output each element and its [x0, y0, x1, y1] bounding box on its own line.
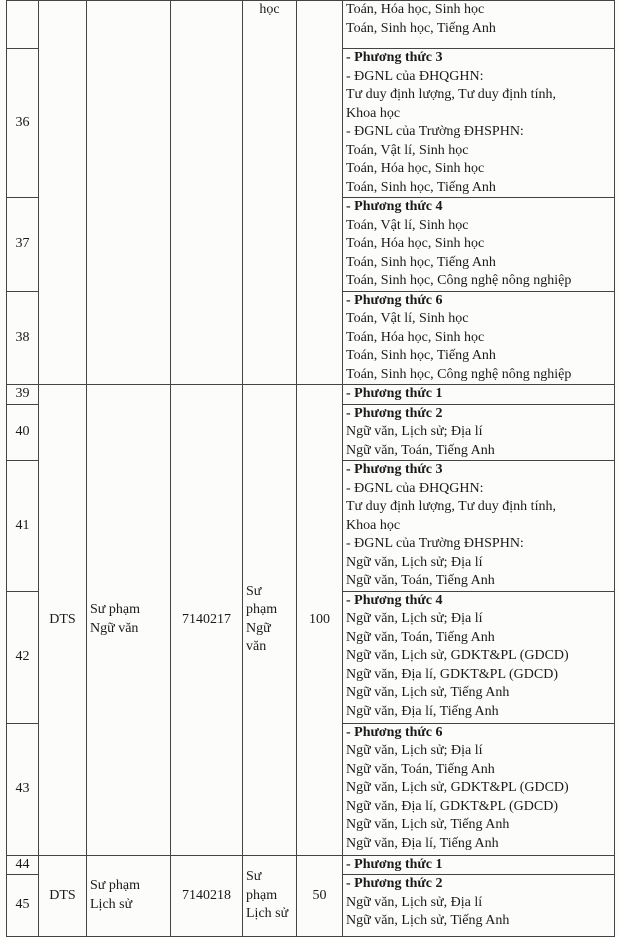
row-number: 44 [7, 855, 39, 875]
quota-cell [297, 1, 343, 385]
method-line: Khoa học [346, 105, 401, 121]
major-code-cell [171, 1, 243, 385]
method-line: Toán, Sinh học, Công nghệ nông nghiệp [346, 273, 572, 288]
program-name: Sư phạm Lịch sử [243, 855, 297, 937]
admission-method-cell [343, 1, 615, 49]
row-number: 37 [7, 198, 39, 292]
method-line: Toán, Hóa học, Sinh học [346, 329, 485, 345]
method-line: Ngữ văn, Lịch sử, Tiếng Anh [346, 817, 510, 832]
admission-table [6, 0, 615, 937]
method-line: Toán, Vật lí, Sinh học [346, 217, 469, 233]
method-line: Ngữ văn, Toán, Tiếng Anh [346, 442, 495, 458]
method-line: Ngữ văn, Địa lí, Tiếng Anh [346, 703, 499, 719]
program-name: Sư phạm Ngữ văn [243, 385, 297, 856]
major-code: 7140218 [171, 855, 243, 937]
admission-method-cell [343, 875, 615, 937]
method-line: Ngữ văn, Địa lí, GDKT&PL (GDCD) [346, 666, 558, 682]
school-code-cell [39, 1, 87, 385]
method-line: - ĐGNL của Trường ĐHSPHN: [346, 536, 524, 551]
method-line: Ngữ văn, Lịch sử; Địa lí [346, 554, 483, 570]
method-line: Ngữ văn, Lịch sử; Địa lí [346, 743, 483, 758]
row-number: 41 [7, 461, 39, 592]
row-number: 40 [7, 404, 39, 461]
method-line: Toán, Sinh học, Tiếng Anh [346, 348, 496, 363]
method-line: Ngữ văn, Toán, Tiếng Anh [346, 573, 495, 588]
method-line: Ngữ văn, Lịch sử, Tiếng Anh [346, 685, 510, 700]
method-line: - Phương thức 2 [346, 876, 443, 891]
quota: 100 [297, 385, 343, 856]
method-line: Ngữ văn, Lịch sử, Địa lí [346, 894, 483, 910]
method-line: - ĐGNL của ĐHQGHN: [346, 68, 484, 84]
method-line: Ngữ văn, Lịch sử; Địa lí [346, 424, 483, 439]
method-line: - ĐGNL của ĐHQGHN: [346, 480, 484, 496]
row-number: 42 [7, 591, 39, 723]
method-line: Tư duy định lượng, Tư duy định tính, [346, 499, 556, 514]
major-name: Sư phạm Ngữ văn [87, 385, 171, 856]
method-line: Ngữ văn, Toán, Tiếng Anh [346, 629, 495, 645]
table-row [7, 855, 615, 875]
table-row [7, 1, 615, 49]
row-number: 45 [7, 875, 39, 937]
major-code: 7140217 [171, 385, 243, 856]
major-name-cell [87, 1, 171, 385]
method-line: Toán, Hóa học, Sinh học [346, 2, 485, 17]
method-line: Toán, Vật lí, Sinh học [346, 142, 469, 158]
row-number: 39 [7, 385, 39, 405]
row-number: 38 [7, 291, 39, 385]
method-line: - Phương thức 3 [346, 462, 443, 477]
method-line: Ngữ văn, Lịch sử; Địa lí [346, 611, 483, 626]
row-number: 43 [7, 723, 39, 855]
admission-method-cell [343, 198, 615, 292]
school-code: DTS [39, 855, 87, 937]
method-line: Toán, Hóa học, Sinh học [346, 236, 485, 251]
method-line: - ĐGNL của Trường ĐHSPHN: [346, 124, 524, 139]
admission-method-cell [343, 291, 615, 385]
method-line: - Phương thức 3 [346, 50, 443, 65]
admission-method-cell [343, 723, 615, 855]
method-line: Toán, Sinh học, Tiếng Anh [346, 179, 496, 195]
admission-method-cell [343, 385, 615, 405]
method-line: Toán, Sinh học, Tiếng Anh [346, 254, 496, 270]
admission-method-cell [343, 49, 615, 198]
method-line: Ngữ văn, Lịch sử, GDKT&PL (GDCD) [346, 648, 569, 663]
method-line: - Phương thức 1 [346, 856, 443, 872]
row-number: 36 [7, 49, 39, 198]
method-line: Ngữ văn, Toán, Tiếng Anh [346, 761, 495, 777]
quota: 50 [297, 855, 343, 937]
method-line: Tư duy định lượng, Tư duy định tính, [346, 87, 556, 102]
method-line: Toán, Hóa học, Sinh học [346, 161, 485, 176]
subject-group-name: học [243, 1, 297, 385]
admission-method-cell [343, 591, 615, 723]
method-line: Ngữ văn, Địa lí, GDKT&PL (GDCD) [346, 798, 558, 814]
method-line: - Phương thức 6 [346, 292, 443, 308]
method-line: Toán, Sinh học, Tiếng Anh [346, 20, 496, 36]
method-line: - Phương thức 2 [346, 405, 443, 421]
method-line: - Phương thức 4 [346, 199, 443, 214]
school-code: DTS [39, 385, 87, 856]
row-number [7, 1, 39, 49]
table-row [7, 385, 615, 405]
admission-method-cell [343, 461, 615, 592]
method-line: Ngữ văn, Lịch sử, Tiếng Anh [346, 913, 510, 928]
method-line: Khoa học [346, 517, 401, 533]
admission-method-cell [343, 404, 615, 461]
method-line: Ngữ văn, Lịch sử, GDKT&PL (GDCD) [346, 780, 569, 795]
method-line: - Phương thức 4 [346, 592, 443, 608]
method-line: Toán, Vật lí, Sinh học [346, 311, 469, 326]
method-line: - Phương thức 1 [346, 386, 443, 401]
method-line: Toán, Sinh học, Công nghệ nông nghiệp [346, 366, 572, 382]
admission-method-cell [343, 855, 615, 875]
major-name: Sư phạm Lịch sử [87, 855, 171, 937]
method-line: - Phương thức 6 [346, 724, 443, 740]
method-line: Ngữ văn, Địa lí, Tiếng Anh [346, 835, 499, 851]
